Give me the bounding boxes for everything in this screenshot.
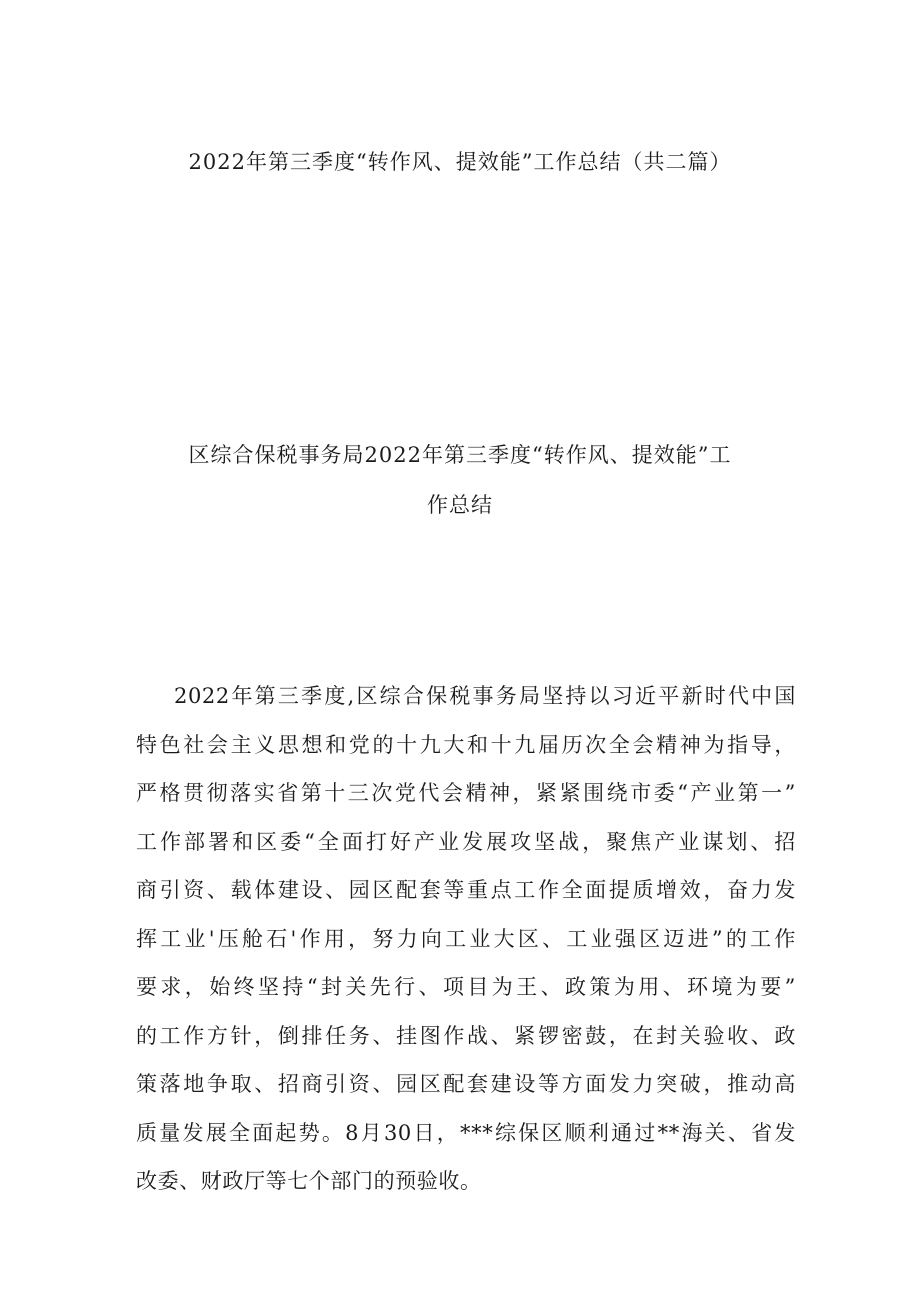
paragraph-line: 改委、财政厅等七个部门的预验收。 — [136, 1169, 482, 1193]
paragraph-line: 策落地争取、招商引资、园区配套建设等方面发力突破，推动高 — [136, 1072, 796, 1096]
document-title: 2022年第三季度“转作风、提效能”工作总结（共二篇） — [188, 150, 732, 174]
paragraph-line: 要求，始终坚持“封关先行、项目为王、政策为用、环境为要” — [136, 975, 796, 999]
paragraph-line: 2022年第三季度,区综合保税事务局坚持以习近平新时代中国 — [174, 684, 796, 708]
paragraph-line: 质量发展全面起势。8月30日，***综保区顺利通过**海关、省发 — [136, 1120, 796, 1145]
paragraph-line: 的工作方针，倒排任务、挂图作战、紧锣密鼓，在封关验收、政 — [136, 1023, 796, 1048]
section-title-line: 作总结 — [427, 493, 493, 517]
body-paragraph — [136, 672, 796, 1206]
paragraph-line: 工作部署和区委“全面打好产业发展攻坚战，聚焦产业谋划、招 — [136, 829, 796, 854]
paragraph-line: 严格贯彻落实省第十三次党代会精神，紧紧围绕市委“产业第一” — [136, 781, 796, 805]
paragraph-line: 特色社会主义思想和党的十九大和十九届历次全会精神为指导， — [136, 732, 796, 757]
paragraph-line: 挥工业'压舱石'作用，努力向工业大区、工业强区迈进”的工作 — [136, 926, 796, 951]
section-title — [150, 430, 770, 530]
paragraph-line: 商引资、载体建设、园区配套等重点工作全面提质增效，奋力发 — [136, 878, 796, 902]
section-title-line: 区综合保税事务局2022年第三季度“转作风、提效能”工 — [188, 443, 732, 467]
